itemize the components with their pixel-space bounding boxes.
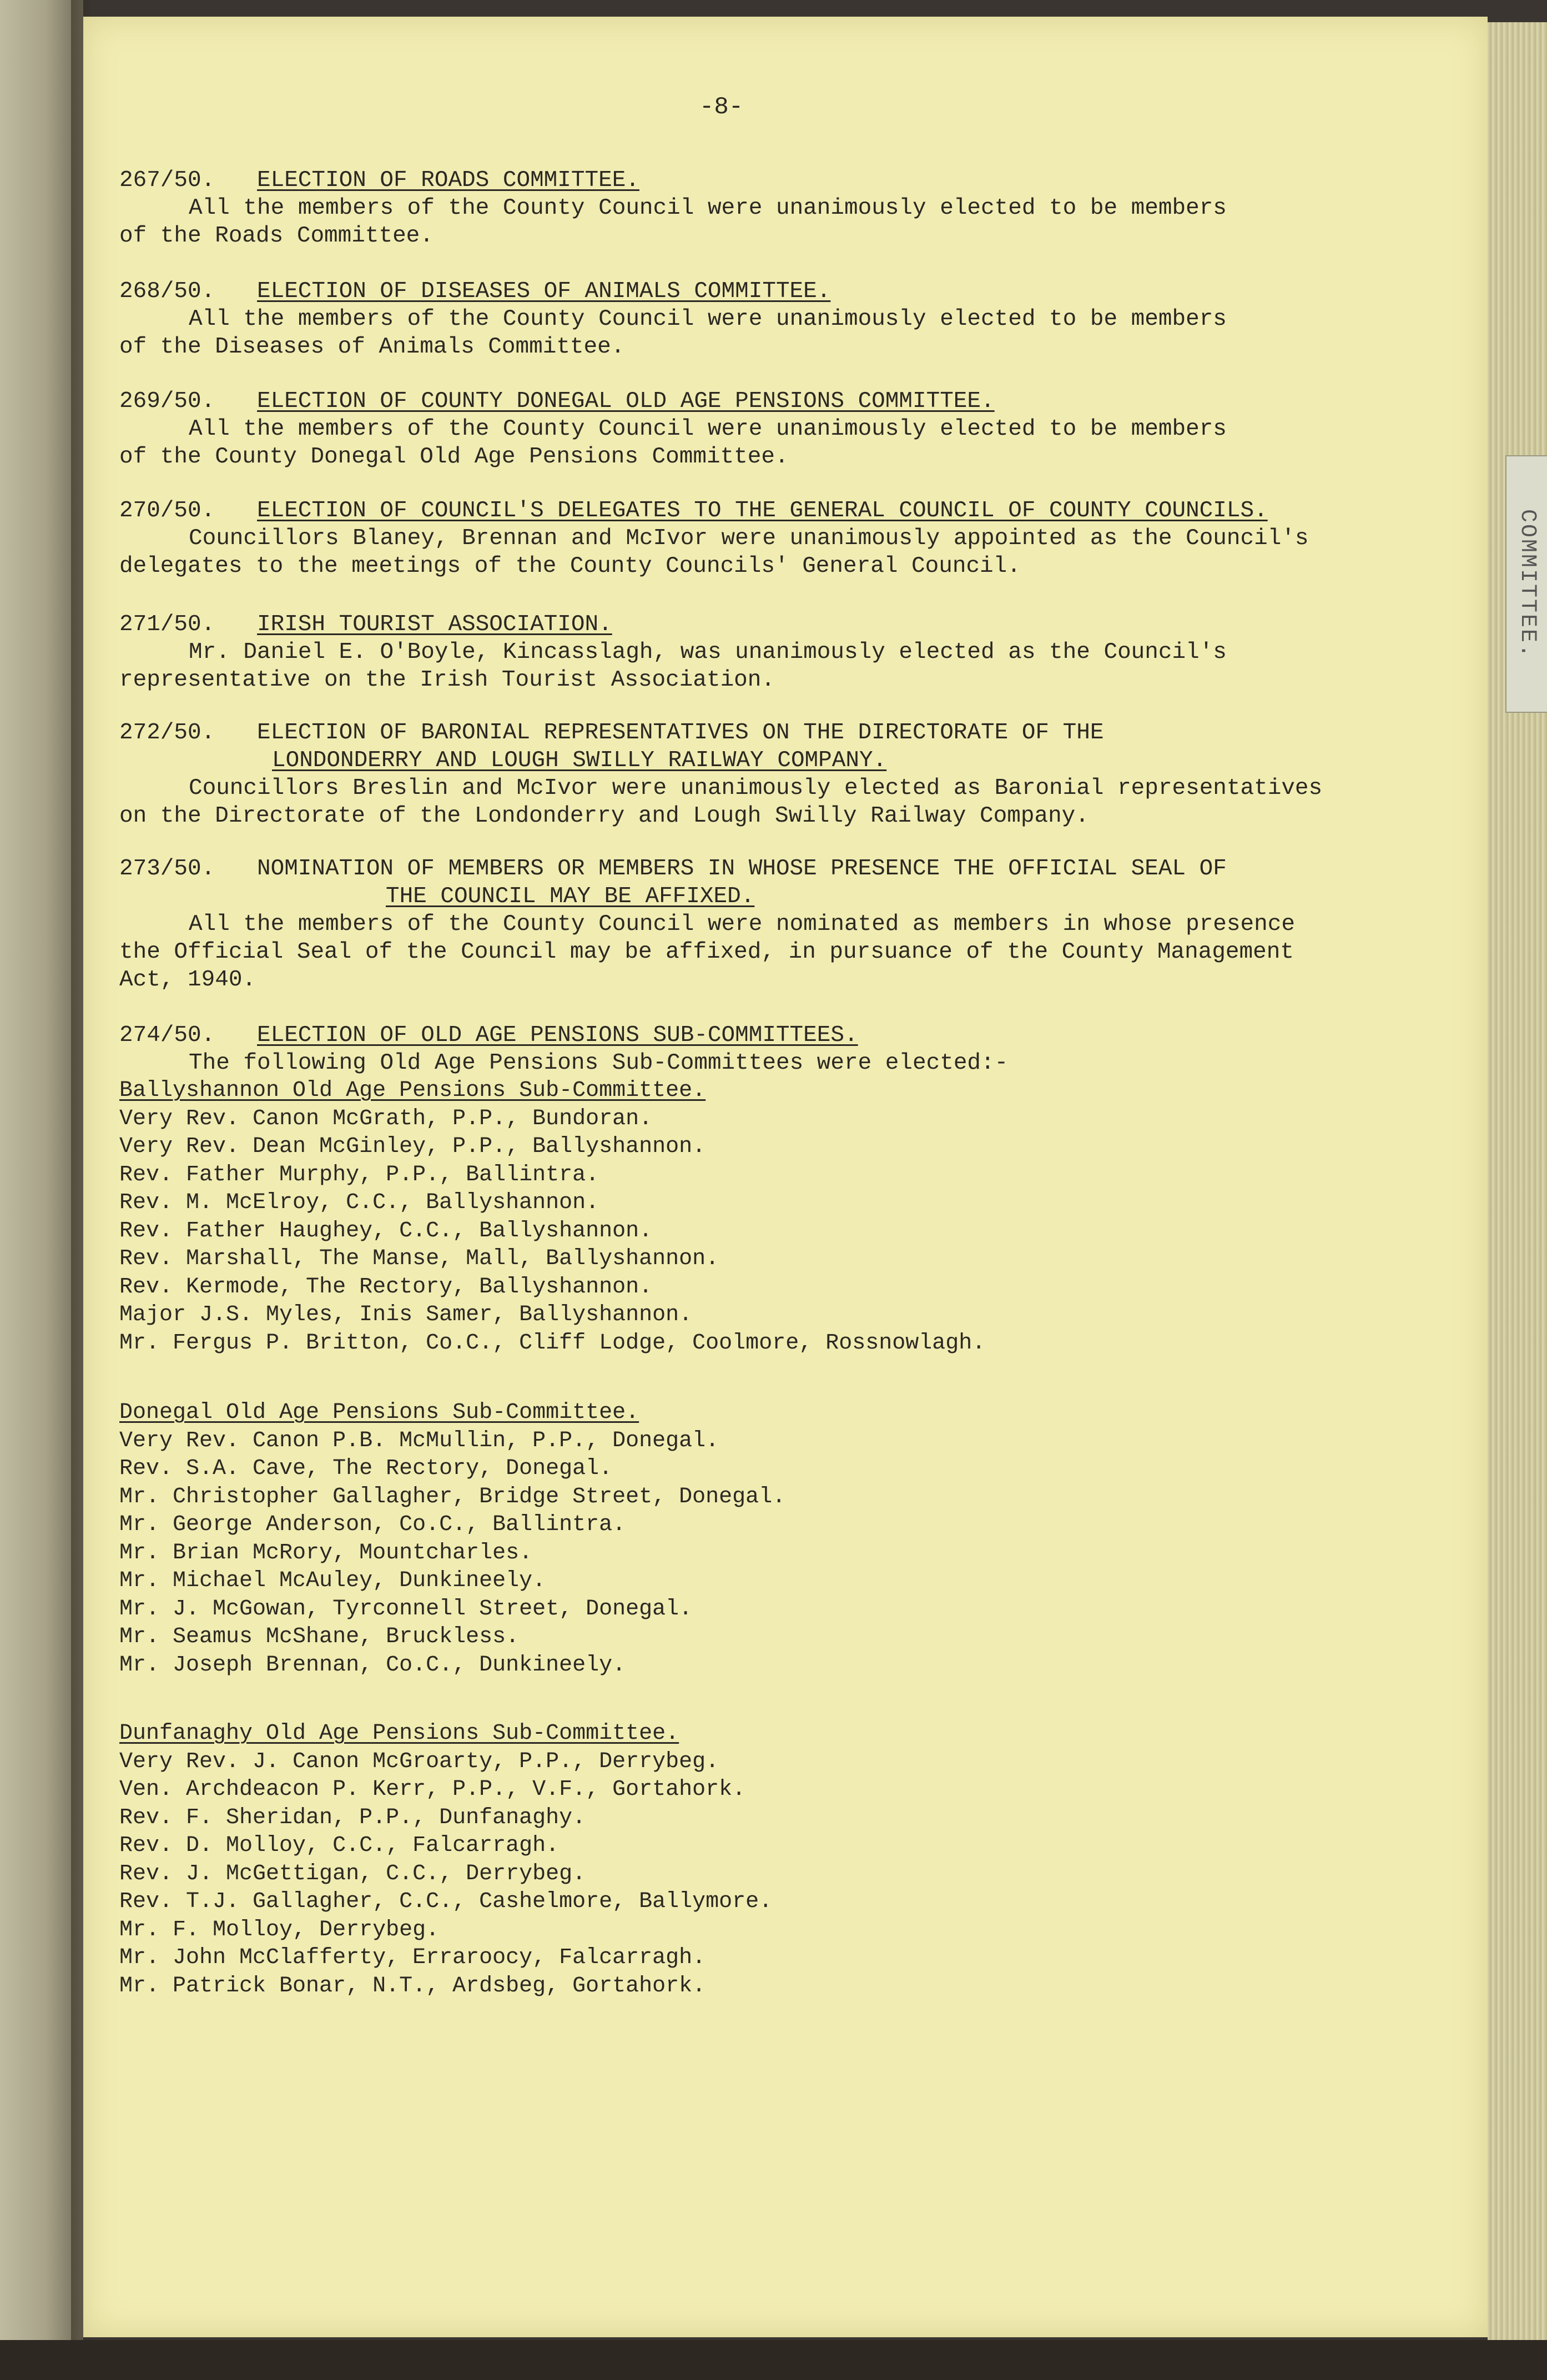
minute-item	[119, 611, 1374, 694]
member-line: Mr. J. McGowan, Tyrconnell Street, Donegal.	[119, 1596, 693, 1622]
member-line: Rev. M. McElroy, C.C., Ballyshannon.	[119, 1190, 599, 1215]
member-line: Mr. George Anderson, Co.C., Ballintra.	[119, 1512, 626, 1537]
member-line: Mr. F. Molloy, Derrybeg.	[119, 1917, 440, 1943]
member-line: Rev. Marshall, The Manse, Mall, Ballyshannon.	[119, 1246, 719, 1271]
minute-item	[119, 278, 1374, 361]
minute-item	[119, 719, 1374, 830]
minute-item	[119, 388, 1374, 471]
bottom-shadow	[0, 2340, 1547, 2380]
minute-text: Mr. Daniel E. O'Boyle, Kincasslagh, was unanimously elected as the Council's	[189, 640, 1227, 665]
minute-text: All the members of the County Council were unanimously elected to be members	[189, 416, 1227, 442]
minute-text: The following Old Age Pensions Sub-Committees were elected:-	[189, 1050, 1009, 1076]
minute-text: of the County Donegal Old Age Pensions Committee.	[119, 444, 789, 470]
member-line: Rev. Kermode, The Rectory, Ballyshannon.	[119, 1274, 653, 1300]
minute-text: Councillors Breslin and McIvor were unanimously elected as Baronial representatives	[189, 776, 1323, 801]
minute-title: ELECTION OF DISEASES OF ANIMALS COMMITTEE.	[257, 279, 831, 304]
member-line: Mr. Michael McAuley, Dunkineely.	[119, 1568, 546, 1593]
subcommittee-title: Donegal Old Age Pensions Sub-Committee.	[119, 1400, 639, 1425]
minute-text: All the members of the County Council were nominated as members in whose presence	[189, 912, 1295, 937]
member-line: Rev. D. Molloy, C.C., Falcarragh.	[119, 1833, 560, 1858]
minute-title: ELECTION OF COUNTY DONEGAL OLD AGE PENSIONS COMMITTEE.	[257, 389, 995, 414]
minute-number: 274/50.	[119, 1023, 215, 1048]
minute-text: representative on the Irish Tourist Association.	[119, 667, 775, 693]
minute-text: Councillors Blaney, Brennan and McIvor were unanimously appointed as the Council's	[189, 526, 1309, 551]
minute-title-cont: THE COUNCIL MAY BE AFFIXED.	[386, 884, 755, 909]
member-line: Mr. John McClafferty, Erraroocy, Falcarragh.	[119, 1945, 706, 1970]
minute-title: NOMINATION OF MEMBERS OR MEMBERS IN WHOSE PRESENCE THE OFFICIAL SEAL OF	[257, 856, 1227, 882]
subcommittee-title: Dunfanaghy Old Age Pensions Sub-Committee.	[119, 1721, 679, 1746]
member-line: Rev. Father Murphy, P.P., Ballintra.	[119, 1162, 599, 1188]
minute-number: 272/50.	[119, 720, 215, 746]
minute-text: All the members of the County Council were unanimously elected to be members	[189, 306, 1227, 332]
member-line: Mr. Brian McRory, Mountcharles.	[119, 1540, 533, 1566]
minute-item	[119, 1022, 1374, 1077]
page-stack-edge	[1488, 22, 1547, 2354]
minute-text: Act, 1940.	[119, 967, 256, 993]
member-line: Rev. S.A. Cave, The Rectory, Donegal.	[119, 1456, 613, 1481]
minute-title: IRISH TOURIST ASSOCIATION.	[257, 612, 612, 637]
member-line: Rev. F. Sheridan, P.P., Dunfanaghy.	[119, 1805, 586, 1830]
minute-title: ELECTION OF BARONIAL REPRESENTATIVES ON THE DIRECTORATE OF THE	[257, 720, 1104, 746]
member-line: Rev. Father Haughey, C.C., Ballyshannon.	[119, 1218, 653, 1244]
subcommittee-list	[119, 1077, 1374, 1357]
minute-number: 270/50.	[119, 498, 215, 524]
member-line: Mr. Joseph Brennan, Co.C., Dunkineely.	[119, 1652, 626, 1678]
member-line: Rev. J. McGettigan, C.C., Derrybeg.	[119, 1861, 586, 1886]
minute-text: on the Directorate of the Londonderry and Lough Swilly Railway Company.	[119, 803, 1089, 829]
minute-number: 268/50.	[119, 279, 215, 304]
minute-title: ELECTION OF OLD AGE PENSIONS SUB-COMMITTEES.	[257, 1023, 858, 1048]
minute-item	[119, 167, 1374, 250]
page-number: -8-	[699, 93, 744, 121]
minute-text: of the Roads Committee.	[119, 223, 434, 249]
member-line: Very Rev. J. Canon McGroarty, P.P., Derrybeg.	[119, 1749, 719, 1774]
member-line: Rev. T.J. Gallagher, C.C., Cashelmore, Ballymore.	[119, 1889, 773, 1914]
minute-item	[119, 497, 1374, 580]
minute-number: 267/50.	[119, 168, 215, 193]
minute-title: ELECTION OF ROADS COMMITTEE.	[257, 168, 639, 193]
minute-text: of the Diseases of Animals Committee.	[119, 334, 625, 360]
minute-title: ELECTION OF COUNCIL'S DELEGATES TO THE GENERAL COUNCIL OF COUNTY COUNCILS.	[257, 498, 1268, 524]
member-line: Mr. Patrick Bonar, N.T., Ardsbeg, Gortahork.	[119, 1973, 706, 1999]
subcommittee-title: Ballyshannon Old Age Pensions Sub-Committee.	[119, 1078, 706, 1103]
minute-item	[119, 855, 1374, 994]
member-line: Mr. Fergus P. Britton, Co.C., Cliff Lodge, Coolmore, Rossnowlagh.	[119, 1330, 986, 1356]
minute-text: delegates to the meetings of the County Councils' General Council.	[119, 554, 1021, 579]
member-line: Major J.S. Myles, Inis Samer, Ballyshannon.	[119, 1302, 693, 1327]
member-line: Mr. Christopher Gallagher, Bridge Street, Donegal.	[119, 1484, 786, 1509]
member-line: Very Rev. Dean McGinley, P.P., Ballyshannon.	[119, 1134, 706, 1159]
member-line: Ven. Archdeacon P. Kerr, P.P., V.F., Gortahork.	[119, 1777, 746, 1802]
subcommittee-list	[119, 1399, 1374, 1679]
minute-number: 271/50.	[119, 612, 215, 637]
member-line: Very Rev. Canon McGrath, P.P., Bundoran.	[119, 1106, 653, 1131]
minute-number: 273/50.	[119, 856, 215, 882]
minute-title-cont: LONDONDERRY AND LOUGH SWILLY RAILWAY COMPANY.	[272, 748, 887, 773]
section-tab-label: COMMITTEE.	[1515, 509, 1540, 660]
minute-text: the Official Seal of the Council may be affixed, in pursuance of the County Management	[119, 939, 1294, 965]
subcommittee-list	[119, 1720, 1374, 2000]
section-tab	[1505, 455, 1547, 713]
member-line: Mr. Seamus McShane, Bruckless.	[119, 1624, 520, 1649]
minute-number: 269/50.	[119, 389, 215, 414]
member-line: Very Rev. Canon P.B. McMullin, P.P., Donegal.	[119, 1428, 719, 1453]
minute-text: All the members of the County Council were unanimously elected to be members	[189, 195, 1227, 221]
